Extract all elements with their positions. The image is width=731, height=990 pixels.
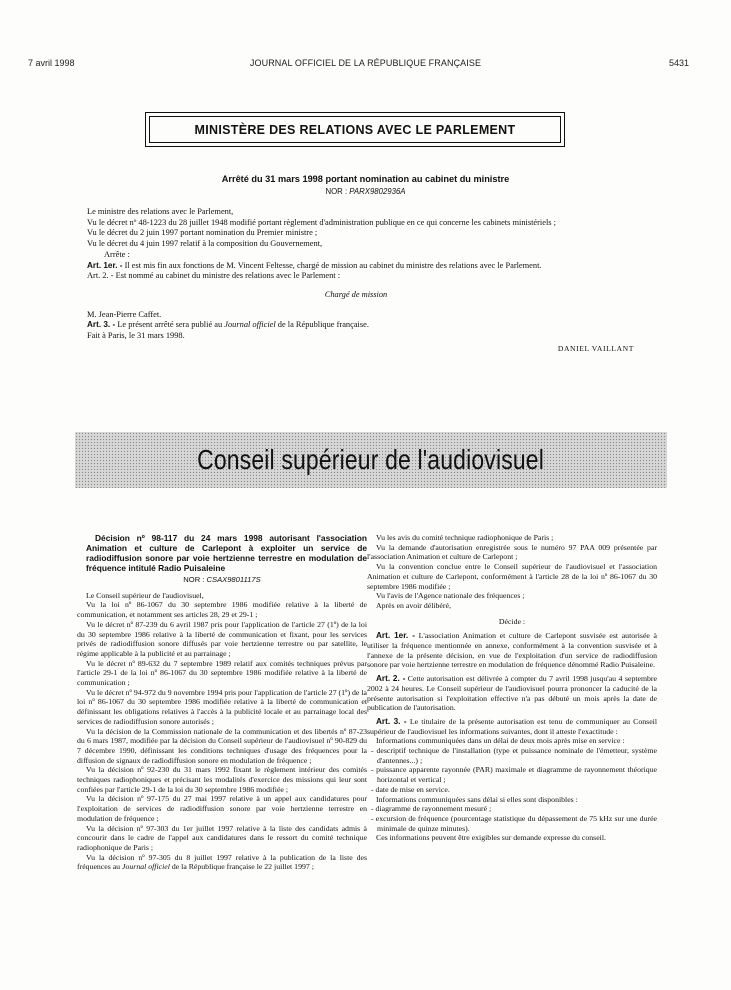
- arrete-word-text: Arrête :: [104, 249, 130, 259]
- left-visas: [77, 591, 367, 853]
- journal-name: Journal officiel: [224, 320, 276, 330]
- visa: Vu la décision nº 97-303 du 1er juillet 1997 relative à la liste des candidats admis à concourir dans le cadre de l'appel aux candidatures dans le ressort du comité technique radiophonique de Paris ;: [77, 823, 367, 852]
- decision-left-column: [77, 533, 367, 872]
- arrete-word: [78, 250, 634, 261]
- visa: Vu le décret nº 87-239 du 6 avril 1987 pris pour l'application de l'article 27 (1º) de la loi du 30 septembre 1986 relative à la liberté de communication et fixant, pour les services privés de radiodiffusion sonore diffusés par voie hertzienne terrestre ou par satellite, le régime applicable à la publicité et au parrainage ;: [77, 619, 367, 658]
- info-intro-2: Informations communiquées sans délai si elles sont disponibles :: [376, 794, 578, 804]
- article-label: Art. 1er. -: [376, 631, 415, 641]
- visa: Vu la décision de la Commission nationale de la communication et des libertés nº 87-23 du 6 mars 1987, modifiée par la décision du Conseil supérieur de l'audiovisuel nº 90-829 du 7 décembre 1990, définissant les conditions techniques d'usage des fréquences pour la diffusion de signaux de radiodiffusion sonore en modulation de fréquence ;: [77, 726, 367, 765]
- decision-title: Décision nº 98-117 du 24 mars 1998 autorisant l'association Animation et culture de Carlepont à exploiter un service de radiodiffusion sonore par voie hertzienne terrestre en modulation de fréquence intitulé Radio Puisaleine: [86, 533, 367, 573]
- visa-text: de la République française le 22 juillet 1997 ;: [169, 862, 314, 872]
- visa: Vu le décret nº 89-632 du 7 septembre 1989 relatif aux comités techniques prévus par l'article 29-1 de la loi nº 86-1067 du 30 septembre 1986 modifiée relative à la liberté de communication ;: [77, 658, 367, 688]
- arrete-body: [78, 207, 634, 354]
- article-label: Art. 3. -: [376, 716, 407, 726]
- visa: Vu le décret nº 48-1223 du 28 juillet 1948 modifié portant règlement d'administration publique en ce qui concerne les cabinets ministériels ;: [87, 217, 556, 227]
- section-banner: [75, 432, 667, 488]
- info-intro-1: Informations communiquées dans un délai de deux mois après mise en service :: [376, 736, 625, 746]
- visa: Vu la demande d'autorisation enregistrée sous le numéro 97 PAA 009 présentée par l'association Animation et culture de Carlepont ;: [367, 542, 657, 562]
- nor-label: NOR :: [325, 187, 350, 196]
- visa: Vu les avis du comité technique radiophonique de Paris ;: [376, 533, 554, 542]
- list-item: - diagramme de rayonnement mesuré ;: [371, 804, 492, 814]
- info-list-2: [367, 804, 657, 833]
- decision-article-3: [367, 717, 657, 736]
- nor-code: PARX9802936A: [349, 187, 406, 196]
- decide-word: Décide :: [498, 616, 526, 626]
- decision-article-2: [367, 674, 657, 713]
- visa: Après en avoir délibéré,: [376, 600, 451, 610]
- list-item: - puissance apparente rayonnée (PAR) maximale et diagramme de rayonnement théorique horizontal et vertical ;: [371, 765, 657, 785]
- visa: Vu le décret du 2 juin 1997 portant nomination du Premier ministre ;: [87, 228, 318, 238]
- article-label: Art. 3. -: [87, 320, 116, 330]
- visa: [77, 853, 367, 872]
- role-title: Chargé de mission: [324, 289, 388, 299]
- visa: Vu la loi nº 86-1067 du 30 septembre 1986 modifiée relative à la liberté de communication, et notamment ses articles 28, 29 et 29-1 ;: [77, 600, 367, 620]
- header-journal-title: JOURNAL OFFICIEL DE LA RÉPUBLIQUE FRANÇAISE: [249, 58, 482, 68]
- decision-right-column: [367, 533, 657, 843]
- list-item: - excursion de fréquence (pourcentage statistique du dépassement de 75 kHz sur une durée minimale de quinze minutes).: [371, 813, 657, 833]
- visa: Le ministre des relations avec le Parlement,: [87, 207, 234, 216]
- ministry-heading-box: [149, 116, 561, 143]
- banner-title: Conseil supérieur de l'audiovisuel: [197, 444, 545, 475]
- article-2: Art. 2. - Est nommé au cabinet du ministre des relations avec le Parlement :: [87, 271, 341, 281]
- arrete-nor: [0, 187, 731, 196]
- header-date: 7 avril 1998: [28, 58, 75, 68]
- visa: Vu la décision nº 92-230 du 31 mars 1992 fixant le règlement intérieur des comités techniques radiophoniques et précisant les modalités d'exercice des missions qui leur sont confiées par l'article 29-1 de la loi du 30 septembre 1986 modifiée ;: [77, 765, 367, 794]
- closing-paragraph: Ces informations peuvent être exigibles sur demande expresse du conseil.: [376, 833, 606, 843]
- list-item: - descriptif technique de l'installation (type et puissance nominale de l'émetteur, système d'antennes...) ;: [371, 746, 657, 765]
- article-text: Le titulaire de la présente autorisation est tenu de communiquer au Conseil supérieur de l'audiovisuel les informations suivantes, dont il atteste l'exactitude :: [367, 716, 657, 736]
- article-label: Art. 2. -: [376, 674, 406, 684]
- journal-name: Journal officiel: [122, 862, 170, 872]
- article-text: de la République française.: [275, 320, 369, 330]
- nor-label: NOR :: [183, 575, 207, 584]
- visa-text: Vu la décision nº 97-305 du 8 juillet 1997 relative à la publication de la liste des fréquences au: [77, 852, 367, 872]
- article-text: Le présent arrêté sera publié au: [115, 320, 225, 330]
- visa: Vu la convention conclue entre le Conseil supérieur de l'audiovisuel et l'association Animation et culture de Carlepont, conformément à l'article 28 de la loi nº 86-1067 du 30 septembre 1986 modifiée ;: [367, 562, 657, 591]
- list-item: - date de mise en service.: [371, 784, 450, 794]
- visa: Le Conseil supérieur de l'audiovisuel,: [86, 590, 204, 600]
- nor-code: CSAX9801117S: [206, 575, 261, 584]
- signature: DANIEL VAILLANT: [557, 343, 634, 353]
- article-label: Art. 1er. -: [87, 260, 123, 270]
- visa: Vu la décision nº 97-175 du 27 mai 1997 relative à un appel aux candidatures pour l'exploitation de services de radiodiffusion sonore par voie hertzienne terrestre en modulation de fréquence ;: [77, 794, 367, 823]
- article-text: L'association Animation et culture de Carlepont susvisée est autorisée à utiliser la fréquence mentionnée en annexe, conformément à la convention susvisée et à l'annexe de la présente décision, en vue de l'exploitation d'un service de radiodiffusion sonore par voie hertzienne terrestre en modulation de fréquence dénommé Radio Puisaleine.: [367, 631, 657, 670]
- right-visas: [367, 533, 657, 611]
- done-at: Fait à Paris, le 31 mars 1998.: [87, 331, 185, 341]
- decision-article-1: [367, 631, 657, 670]
- visa: Vu le décret du 4 juin 1997 relatif à la composition du Gouvernement,: [87, 239, 323, 249]
- arrete-title: Arrêté du 31 mars 1998 portant nomination au cabinet du ministre: [221, 174, 510, 184]
- info-list-1: [367, 746, 657, 795]
- article-3: [78, 320, 634, 331]
- article-text: Cette autorisation est délivrée à compter du 7 avril 1998 jusqu'au 4 septembre 2002 à 24 heures. Le Conseil supérieur de l'audiovisuel pourra prononcer la caducité de la présente autorisation si l'exploitation effective n'a pas débuté un mois après la date de publication de l'autorisation.: [367, 674, 657, 713]
- page-number: 5431: [668, 58, 689, 68]
- ministry-heading: MINISTÈRE DES RELATIONS AVEC LE PARLEMENT: [194, 123, 516, 137]
- decision-nor: [77, 575, 367, 585]
- visa: Vu le décret nº 94-972 du 9 novembre 1994 pris pour l'application de l'article 27 (1º) de la loi nº 86-1067 du 30 septembre 1986 modifiée relative à la liberté de communication et définissant les obligations relatives à l'accès à la publicité locale et au parrainage local des services de radiodiffusion sonore autorisés ;: [77, 687, 367, 726]
- visa: Vu l'avis de l'Agence nationale des fréquences ;: [376, 591, 525, 601]
- appointee: M. Jean-Pierre Caffet.: [87, 309, 162, 319]
- article-1: [78, 261, 634, 272]
- article-text: Il est mis fin aux fonctions de M. Vincent Feltesse, chargé de mission au cabinet du ministre des relations avec le Parlement.: [122, 260, 542, 270]
